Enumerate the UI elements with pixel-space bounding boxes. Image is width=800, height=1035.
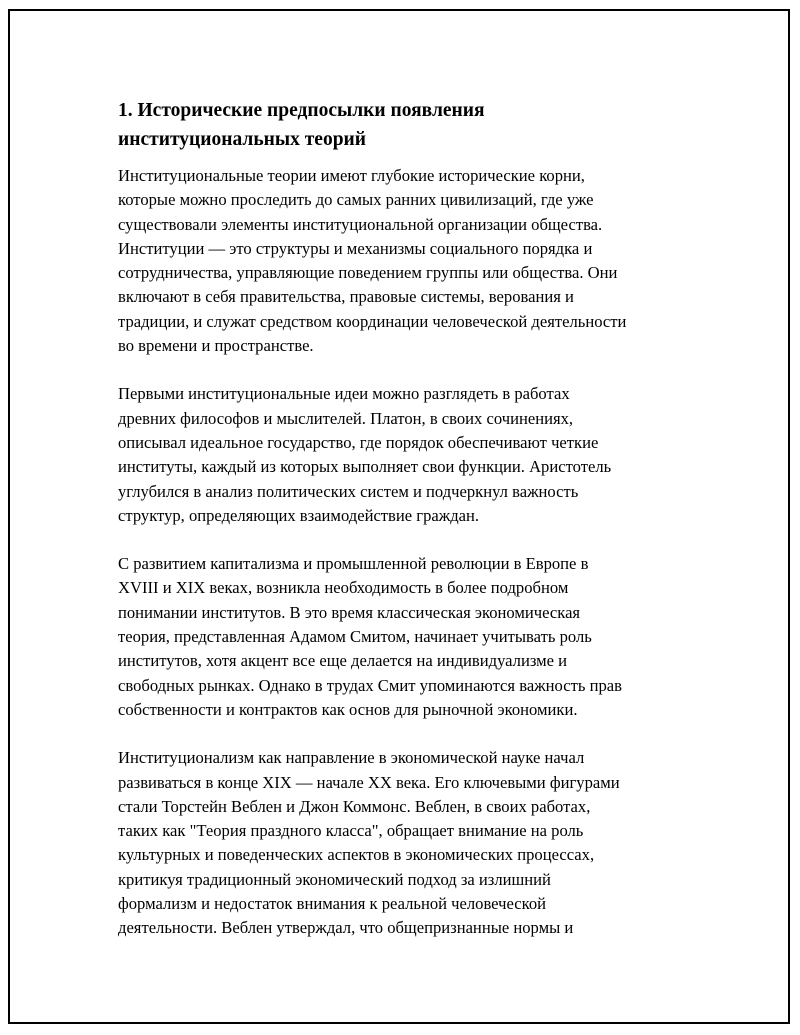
text-line: таких как "Теория праздного класса", обращает внимание на роль — [118, 821, 584, 841]
text-line: теория, представленная Адамом Смитом, начинает учитывать роль — [118, 627, 592, 647]
text-line: которые можно проследить до самых ранних цивилизаций, где уже — [118, 190, 594, 210]
text-line: описывал идеальное государство, где порядок обеспечивают четкие — [118, 432, 599, 452]
section-heading — [118, 96, 538, 154]
text-line: стали Торстейн Веблен и Джон Коммонс. Веблен, в своих работах, — [118, 796, 591, 816]
text-line: критикуя традиционный экономический подход за излишний — [118, 869, 551, 889]
text-line: институтов, хотя акцент все еще делается на индивидуализме и — [118, 651, 568, 671]
text-line: развиваться в конце XIX — начале XX века. Его ключевыми фигурами — [118, 772, 620, 792]
text-line: институты, каждый из которых выполняет свои функции. Аристотель — [118, 457, 612, 477]
paragraph-2 — [118, 382, 693, 528]
heading-line: 1. Исторические предпосылки появления — [118, 100, 485, 121]
text-line: древних философов и мыслителей. Платон, в своих сочинениях, — [118, 408, 574, 428]
text-line: сотрудничества, управляющие поведением группы или общества. Они — [118, 263, 618, 283]
text-line: Институциональные теории имеют глубокие исторические корни, — [118, 166, 585, 185]
text-line: существовали элементы институциональной организации общества. — [118, 214, 603, 234]
text-line: свободных рынках. Однако в трудах Смит упоминаются важность прав — [118, 675, 622, 695]
text-line: Первыми институциональные идеи можно разглядеть в работах — [118, 384, 570, 404]
text-line: Институции — это структуры и механизмы социального порядка и — [118, 238, 593, 258]
text-line: Институционализм как направление в экономической науке начал — [118, 748, 585, 768]
text-line: С развитием капитализма и промышленной революции в Европе в — [118, 554, 589, 574]
text-line: структур, определяющих взаимодействие граждан. — [118, 505, 480, 525]
text-line: включают в себя правительства, правовые системы, верования и — [118, 287, 574, 307]
text-line: собственности и контрактов как основ для рыночной экономики. — [118, 699, 578, 719]
paragraph-1 — [118, 164, 693, 358]
paragraph-4 — [118, 746, 693, 940]
text-line: углубился в анализ политических систем и подчеркнул важность — [118, 481, 579, 501]
text-line: XVIII и XIX веках, возникла необходимость в более подробном — [118, 578, 569, 598]
heading-line: институциональных теорий — [118, 129, 367, 150]
text-line: традиции, и служат средством координации человеческой деятельности — [118, 311, 627, 331]
text-line: культурных и поведенческих аспектов в экономических процессах, — [118, 845, 595, 865]
text-line: понимании институтов. В это время классическая экономическая — [118, 602, 581, 622]
document-body — [118, 96, 693, 965]
paragraph-3 — [118, 552, 693, 722]
text-line: деятельности. Веблен утверждал, что общепризнанные нормы и — [118, 918, 574, 938]
text-line: во времени и пространстве. — [118, 336, 314, 356]
text-line: формализм и недостаток внимания к реальной человеческой — [118, 894, 547, 914]
